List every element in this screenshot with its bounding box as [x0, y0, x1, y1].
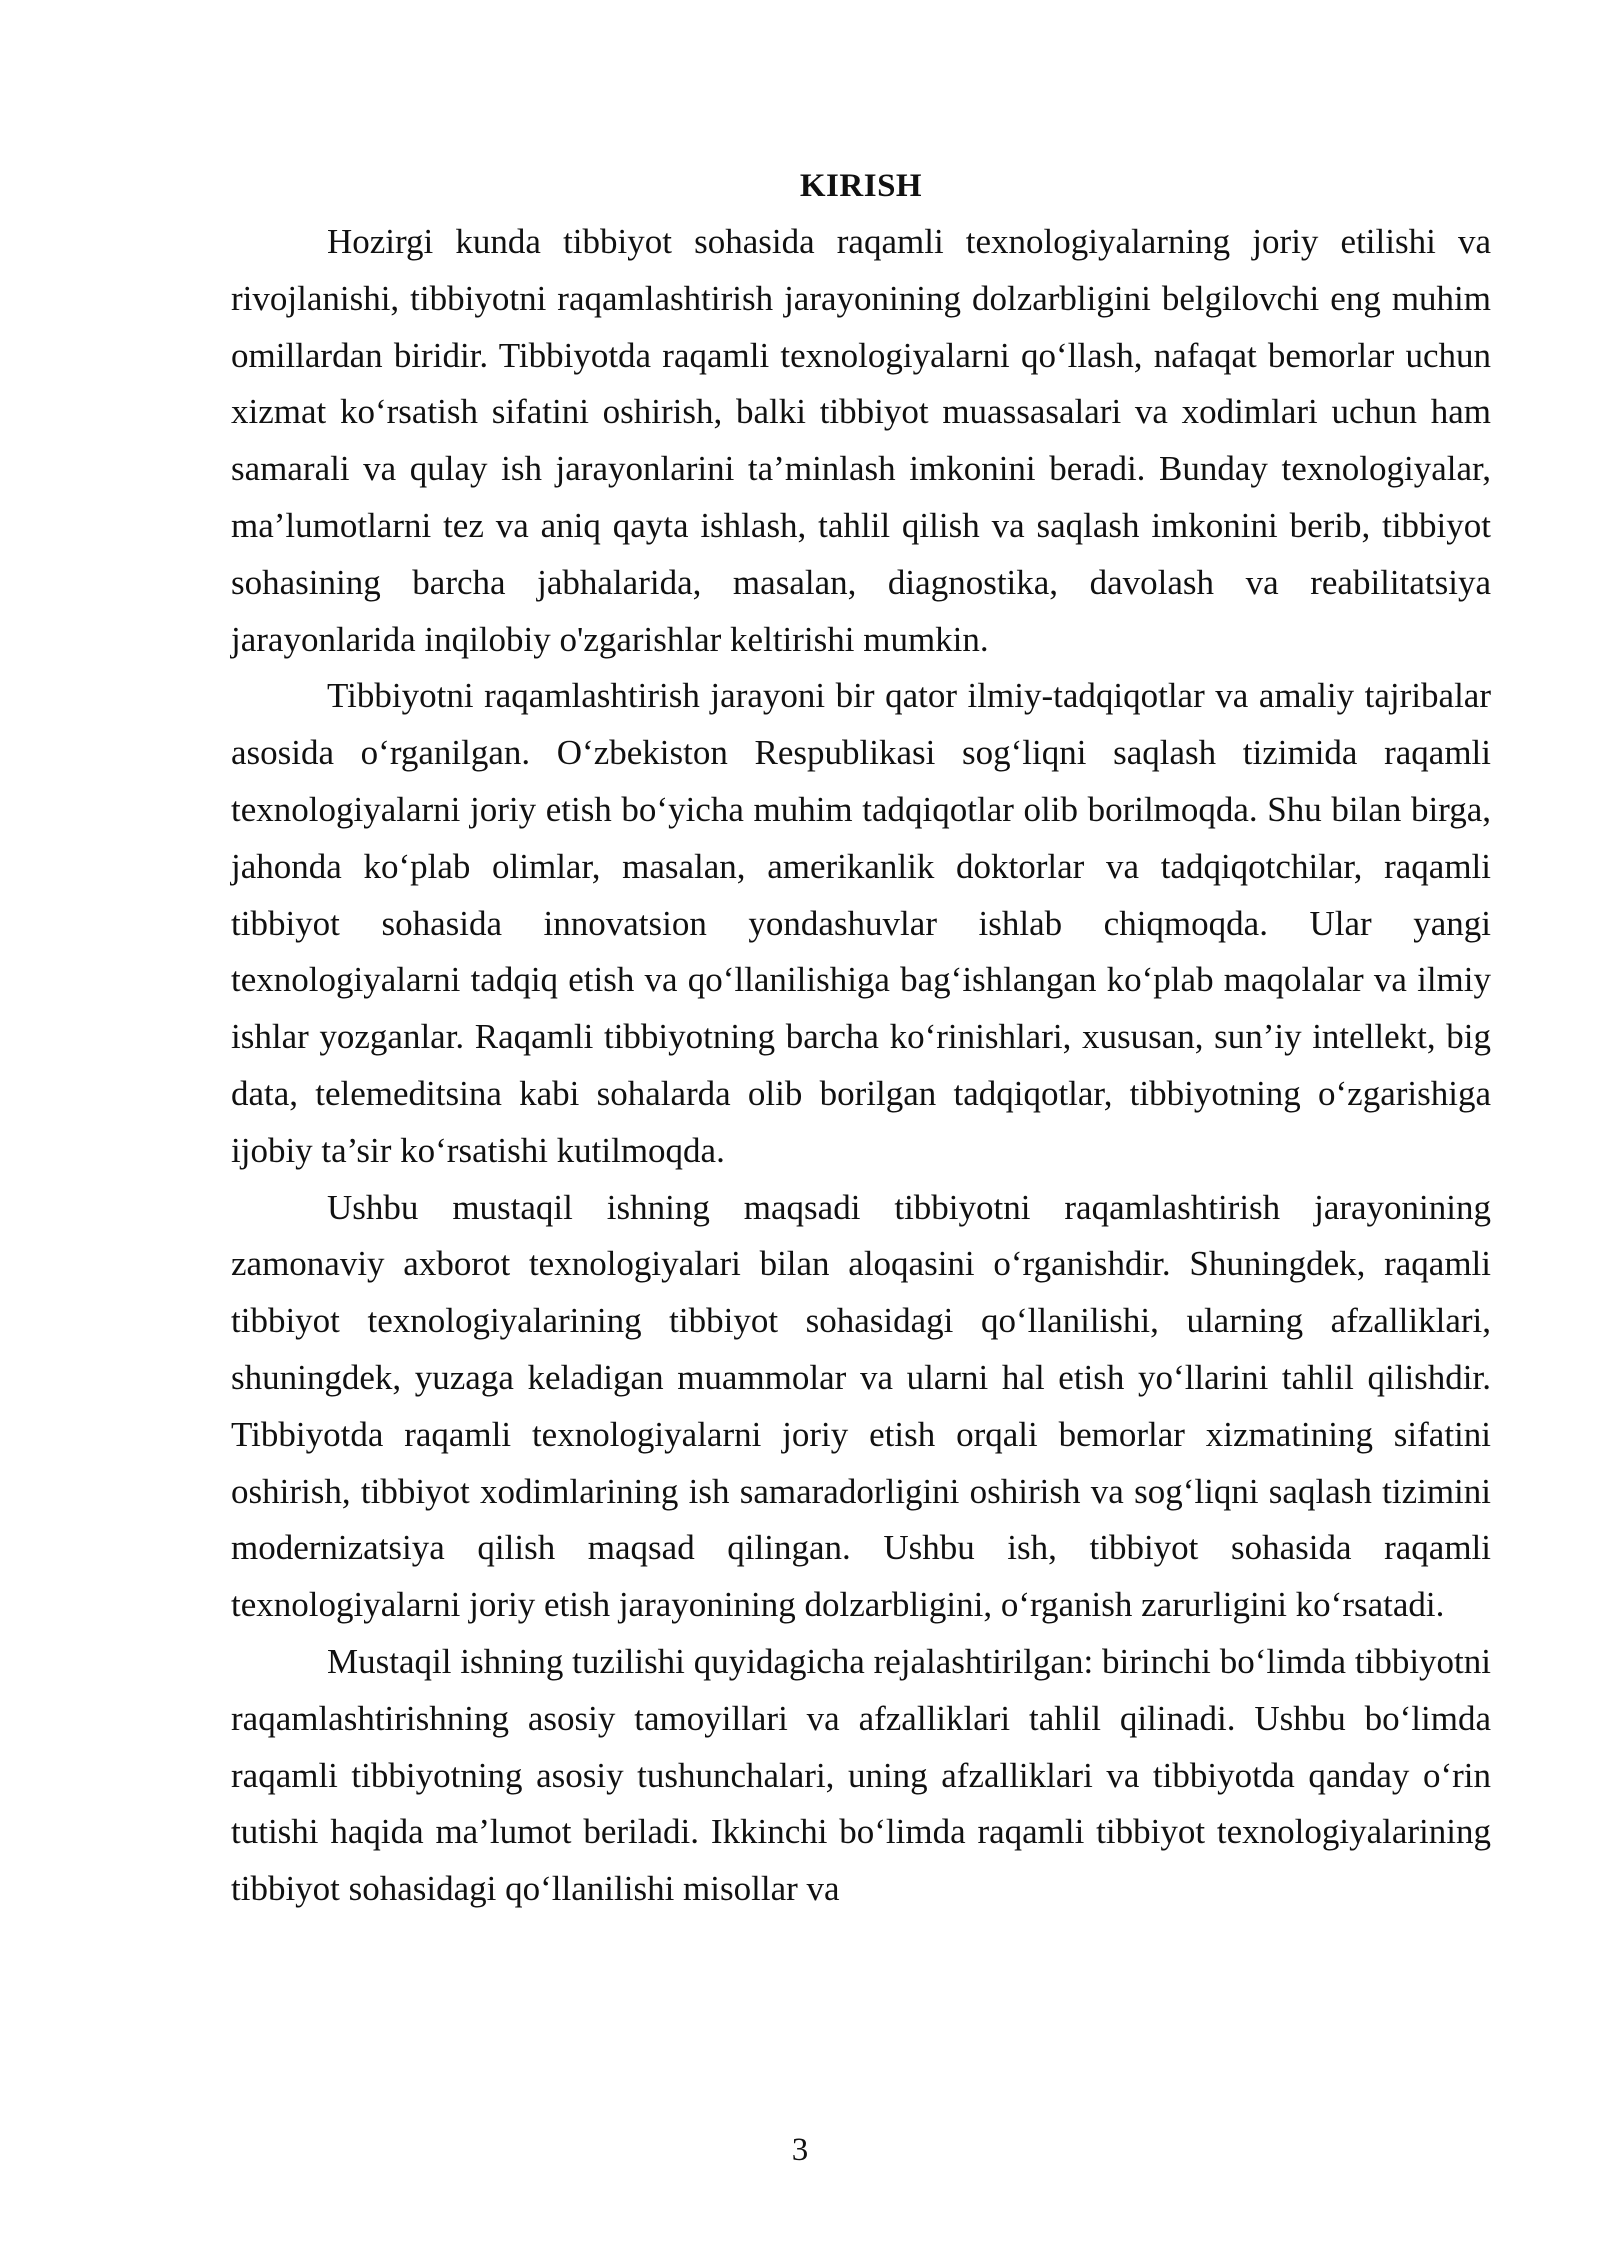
- paragraph-2: Tibbiyotni raqamlashtirish jarayoni bir qator ilmiy-tadqiqotlar va amaliy tajribalar asosida o‘rganilgan. O‘zbekiston Respublikasi sog‘liqni saqlash tizimida raqamli texnologiyalarni joriy etish bo‘yicha muhim tadqiqotlar olib borilmoqda. Shu bilan birga, jahonda ko‘plab olimlar, masalan, amerikanlik doktorlar va tadqiqotchilar, raqamli tibbiyot sohasida innovatsion yondashuvlar ishlab chiqmoqda. Ular yangi texnologiyalarni tadqiq etish va qo‘llanilishiga bag‘ishlangan ko‘plab maqolalar va ilmiy ishlar yozganlar. Raqamli tibbiyotning barcha ko‘rinishlari, xususan, sun’iy intellekt, big data, telemeditsina kabi sohalarda olib borilgan tadqiqotlar, tibbiyotning o‘zgarishiga ijobiy ta’sir ko‘rsatishi kutilmoqda.: [231, 676, 1491, 1170]
- paragraph-1: Hozirgi kunda tibbiyot sohasida raqamli texnologiyalarning joriy etilishi va rivojlanishi, tibbiyotni raqamlashtirish jarayonining dolzarbligini belgilovchi eng muhim omillardan biridir. Tibbiyotda raqamli texnologiyalarni qo‘llash, nafaqat bemorlar uchun xizmat ko‘rsatish sifatini oshirish, balki tibbiyot muassasalari va xodimlari uchun ham samarali va qulay ish jarayonlarini ta’minlash imkonini beradi. Bunday texnologiyalar, ma’lumotlarni tez va aniq qayta ishlash, tahlil qilish va saqlash imkonini berib, tibbiyot sohasining barcha jabhalarida, masalan, diagnostika, davolash va reabilitatsiya jarayonlarida inqilobiy o'zgarishlar keltirishi mumkin.: [231, 222, 1491, 659]
- page-content: [231, 158, 1491, 1918]
- paragraph-4: Mustaqil ishning tuzilishi quyidagicha rejalashtirilgan: birinchi bo‘limda tibbiyotni raqamlashtirishning asosiy tamoyillari va afzalliklari tahlil qilinadi. Ushbu bo‘limda raqamli tibbiyotning asosiy tushunchalari, uning afzalliklari va tibbiyotda qanday o‘rin tutishi haqida ma’lumot beriladi. Ikkinchi bo‘limda raqamli tibbiyot texnologiyalarining tibbiyot sohasidagi qo‘llanilishi misollar va: [231, 1641, 1491, 1909]
- section-heading: KIRISH: [799, 168, 923, 204]
- paragraph-3: Ushbu mustaqil ishning maqsadi tibbiyotni raqamlashtirish jarayonining zamonaviy axborot texnologiyalari bilan aloqasini o‘rganishdir. Shuningdek, raqamli tibbiyot texnologiyalarining tibbiyot sohasidagi qo‘llanilishi, ularning afzalliklari, shuningdek, yuzaga keladigan muammolar va ularni hal etish yo‘llarini tahlil qilishdir. Tibbiyotda raqamli texnologiyalarni joriy etish orqali bemorlar xizmatining sifatini oshirish, tibbiyot xodimlarining ish samaradorligini oshirish va sog‘liqni saqlash tizimini modernizatsiya qilish maqsad qilingan. Ushbu ish, tibbiyot sohasida raqamli texnologiyalarni joriy etish jarayonining dolzarbligini, o‘rganish zarurligini ko‘rsatadi.: [231, 1187, 1491, 1625]
- page-number: 3: [791, 2132, 809, 2168]
